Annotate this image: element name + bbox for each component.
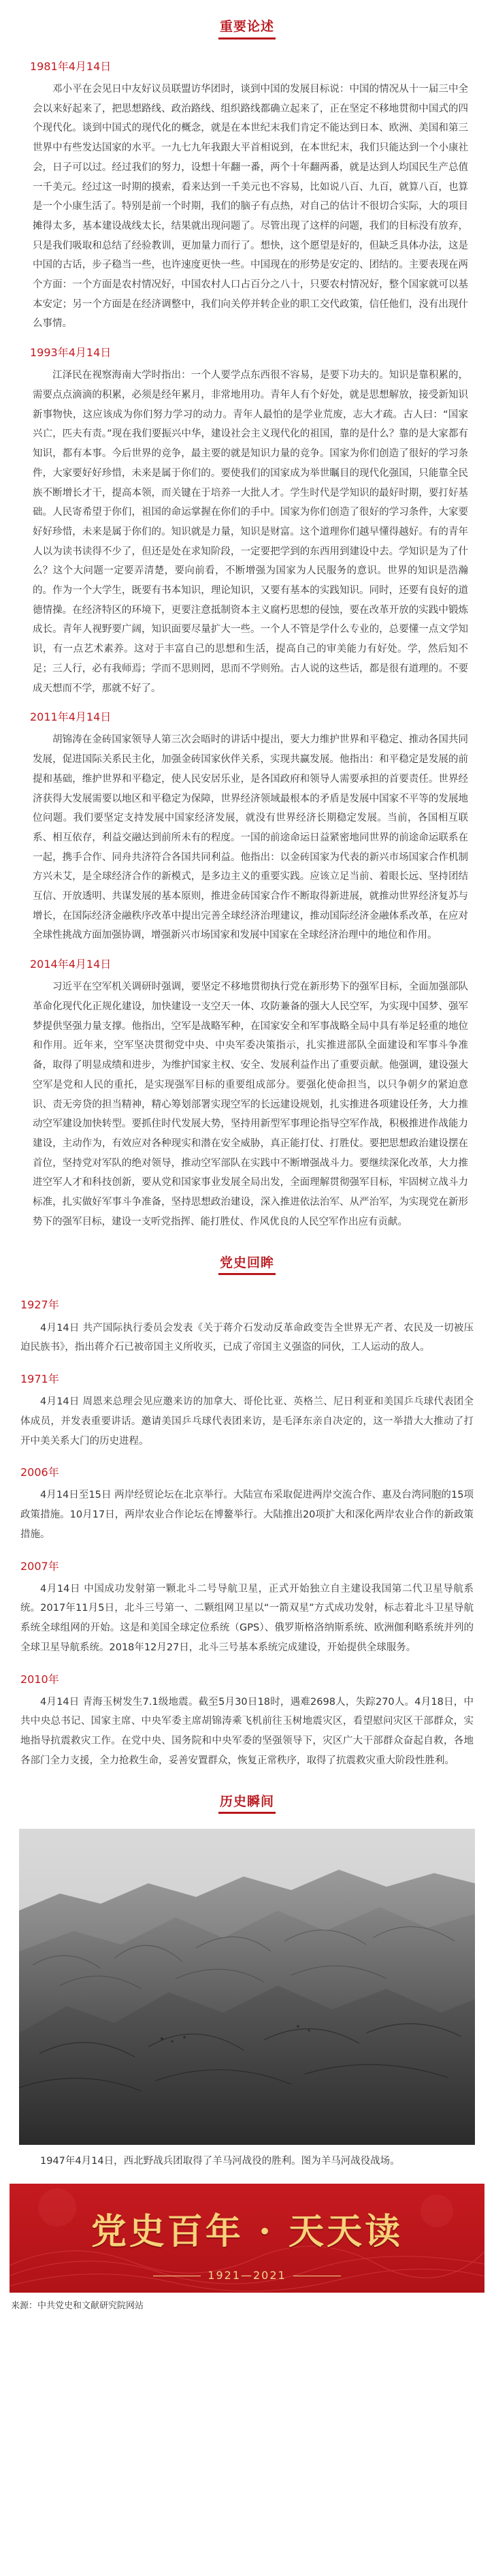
discourse-entry — [0, 60, 494, 334]
historical-photo — [19, 1829, 475, 2145]
discourse-entry — [0, 710, 494, 945]
banner-title: 党史百年 · 天天读 — [90, 2211, 404, 2252]
banner-years: 1921—2021 — [10, 2269, 484, 2282]
entry-paragraph: 邓小平在会见日中友好议员联盟访华团时，谈到中国的发展目标说：中国的情况从十一届三中全会以来好起来了，把思想路线、政治路线、组织路线都确立起来了，正在坚定不移地贯彻中国式的四个现代化。谈到中国式的现代化的概念，就是在本世纪末我们肯定不能达到日本、欧洲、美国和第三世界中有些发达国家的水平。一九七九年我跟大平首相说到，在本世纪末，我们只能达到一个小康社会，日子可以过。经过我们的努力，设想十年翻一番，两个十年翻两番，就是达到人均国民生产总值一千美元。经过这一时期的摸索，看来达到一千美元也不容易，比如说八百、九百，就算八百，也算是一个小康生活了。特别是前一个时期，我们的脑子有点热，对自己的估计不很切合实际，大的项目摊得太多，基本建设战线太长，结果就出现问题了。尽管出现了这样的问题，我们的目标没有放弃，只是我们吸取和总结了经验教训，更加量力而行了。想快，这个愿望是好的，但缺乏具体办法，这是中国的古话，步子稳当一些，也许速度更快一些。中国现在的形势是安定的、团结的。主要表现在两个方面：一个方面是农村情况好，中国农村人口占百分之八十，只要农村情况好，整个国家就可以基本安定；另一个方面是在经济调整中，我们向关停并转企业的职工交代政策，信任他们，没有出现什么事情。 — [33, 83, 468, 330]
history-year: 2007年 — [20, 1559, 59, 1573]
entry-date: 1981年4月14日 — [30, 59, 112, 73]
discourse-entry — [0, 958, 494, 1231]
history-text: 4月14日 周恩来总理会见应邀来访的加拿大、哥伦比亚、英格兰、尼日利亚和美国乒乓球代表团全体成员，并发表重要讲话。邀请美国乒乓球代表团来访，是毛泽东亲自决定的，这一举措大大推动了打开中美关系大门的历史进程。 — [20, 1396, 474, 1447]
battlefield-photo-illustration — [19, 1829, 475, 2145]
section-header-discourse — [0, 0, 494, 48]
section-header-history — [0, 1232, 494, 1284]
history-item — [0, 1560, 494, 1658]
history-year: 1927年 — [20, 1298, 59, 1312]
history-item — [0, 1372, 494, 1451]
discourse-entry — [0, 346, 494, 698]
section-title-discourse: 重要论述 — [218, 19, 276, 40]
entry-paragraph: 胡锦涛在金砖国家领导人第三次会晤时的讲话中提出，要大力维护世界和平稳定、推动各国共同发展，促进国际关系民主化，加强金砖国家伙伴关系，实现共赢发展。他指出：和平稳定是发展的前提和基础，维护世界和平稳定，使人民安居乐业，是各国政府和领导人需要承担的首要责任。世界经济获得大发展需要以地区和平稳定为保障，世界经济领域最根本的矛盾是发展中国家不平等的发展地位问题。我们要坚定支持发展中国家经济发展，就没有世界经济长期稳定发展。当前，各国相互联系、相互依存，利益交融达到前所未有的程度。一国的前途命运日益紧密地同世界的前途命运联系在一起，携手合作、同舟共济符合各国共同利益。他指出：以金砖国家为代表的新兴市场国家合作机制方兴未艾，是全球经济合作的新模式，是多边主义的重要实践。应该立足当前、着眼长远、坚持团结互信、开放透明、共谋发展的基本原则，推进金砖国家合作不断取得新进展，就推动世界经济复苏与增长，在国际经济金融秩序改革中提出完善全球经济治理建议，推动国际经济金融体系改革，在应对全球性挑战方面加强协调，增强新兴市场国家和发展中国家在全球经济治理中的地位和作用。 — [33, 734, 468, 941]
history-text: 4月14日 中国成功发射第一颗北斗二号导航卫星，正式开始独立自主建设我国第二代卫星导航系统。2017年11月5日，北斗三号第一、二颗组网卫星以“一箭双星”方式成功发射，标志着北斗卫星导航系统全球组网的开始。这是和美国全球定位系统（GPS）、俄罗斯格洛纳斯系统、欧洲伽利略系统并列的全球卫星导航系统。2018年12月27日，北斗三号基本系统完成建设，开始提供全球服务。 — [20, 1583, 474, 1653]
entry-date: 1993年4月14日 — [30, 346, 112, 360]
history-item — [0, 1466, 494, 1544]
entry-paragraph: 习近平在空军机关调研时强调，要坚定不移地贯彻执行党在新形势下的强军目标，全面加强部队革命化现代化正规化建设，加快建设一支空天一体、攻防兼备的强大人民空军，为实现中国梦、强军梦提供坚强力量支撑。他指出，空军是战略军种，在国家安全和军事战略全局中具有举足轻重的地位和作用。近年来，空军坚决贯彻党中央、中央军委决策指示，扎实推进部队全面建设和军事斗争准备，取得了明显成绩和进步，为维护国家主权、安全、发展利益作出了重要贡献。他强调，建设强大空军是党和人民的重托，是实现强军目标的重要组成部分。要强化使命担当，以只争朝夕的紧迫意识、责无旁贷的担当精神，精心筹划部署实现空军的长远建设规划，扎实推进各项建设任务，大力推动空军建设加快转型。要抓住时代发展大势，坚持用新型军事理论指导空军作战，积极推进作战能力建设，主动作为，有效应对各种现实和潜在安全威胁，真正能打仗、打胜仗。要把思想政治建设摆在首位，坚持党对军队的绝对领导，推动空军部队在实践中不断增强战斗力。要继续深化改革，大力推进空军人才和科技创新，要从党和国家事业发展全局出发，全面理解贯彻强军目标，牢固树立战斗力标准，扎实做好军事斗争准备，坚持思想政治建设，深入推进依法治军、从严治军，为实现党在新形势下的强军目标，建设一支听党指挥、能打胜仗、作风优良的人民空军作出应有贡献。 — [33, 981, 468, 1227]
history-text: 4月14日至15日 两岸经贸论坛在北京举行。大陆宣布采取促进两岸交流合作、惠及台湾同胞的15项政策措施。10月17日，两岸农业合作论坛在博鳌举行。大陆推出20项扩大和深化两岸农业合作的新政策措施。 — [20, 1490, 474, 1540]
source-note: 来源：中共党史和文献研究院网站 — [11, 2301, 144, 2311]
history-year: 2006年 — [20, 1466, 59, 1479]
entry-date: 2011年4月14日 — [30, 710, 112, 724]
history-year: 1971年 — [20, 1372, 59, 1385]
history-text: 4月14日 共产国际执行委员会发表《关于蒋介石发动反革命政变告全世界无产者、农民及一切被压迫民族书》，指出蒋介石已被帝国主义所收买，已成了帝国主义强盗的同伙，工人运动的敌人。 — [20, 1322, 474, 1353]
history-year: 2010年 — [20, 1672, 59, 1686]
photo-caption: 1947年4月14日，西北野战兵团取得了羊马河战役的胜利。图为羊马河战役战场。 — [40, 2156, 400, 2167]
banner — [10, 2184, 484, 2293]
section-header-moment — [0, 1771, 494, 1823]
history-item — [0, 1673, 494, 1771]
entry-paragraph: 江泽民在视察海南大学时指出：一个人要学点东西很不容易，是要下功夫的。知识是靠积累的，需要点点滴滴的积累，必须是经年累月，非常地用功。青年人有个好处，就是思想解放，接受新知识新事物快，这应该成为你们努力学习的动力。青年人最怕的是学业荒废，志大才疏。古人曰：“国家兴亡，匹夫有责。”现在我们要振兴中华，建设社会主义现代化的祖国，靠的是什么？靠的是大家都有知识，都有本事。今后世界的竞争，最主要的就是知识力量的竞争。国家为你们创造了很好的学习条件，大家要好好珍惜，未来是属于你们的。要使我们的国家成为举世瞩目的现代化强国，只能靠全民族不断增长才干，提高本领，而关键在于培养一大批人才。学生时代是学知识的最好时期，要打好基础。人民寄希望于你们，祖国的命运掌握在你们的手中。国家为你们创造了很好的学习条件，大家要好好珍惜，未来是属于你们的。知识就是力量，知识是财富。这个道理你们越早懂得越好。有的青年人以为读书读得不少了，但还是处在求知阶段，一定要把学到的东西用到建设中去。学知识是为了什么？这个大问题一定要弄清楚，要向前看，不断增强为国家为人民服务的意识。世界的知识是浩瀚的。作为一个大学生，既要有书本知识，理论知识，又要有基本的实践知识。同时，还要有良好的道德情操。在经济特区的环境下，更要注意抵制资本主义腐朽思想的侵蚀，要在改革开放的实践中锻炼成长。青年人视野要广阔，知识面要尽量扩大一些。一个人不管是学什么专业的，总要懂一点文学知识，有一点艺术素养。这对于丰富自己的思想和生活，提高自己的审美能力有好处。学，然后知不足；三人行，必有我师焉；学而不思则罔，思而不学则殆。古人说的这些话，都是很有道理的。不要成天想而不学，那就不好了。 — [33, 370, 468, 694]
entry-date: 2014年4月14日 — [30, 958, 112, 971]
section-title-history: 党史回眸 — [218, 1255, 276, 1276]
history-text: 4月14日 青海玉树发生7.1级地震。截至5月30日18时，遇难2698人，失踪270人。4月18日，中共中央总书记、国家主席、中央军委主席胡锦涛乘飞机前往玉树地震灾区，看望慰问灾区干部群众，实地指导抗震救灾工作。在党中央、国务院和中央军委的坚强领导下，灾区广大干部群众奋起自救，各地各部门全力支援，全力抢救生命，妥善安置群众，恢复正常秩序，取得了抗震救灾重大阶段性胜利。 — [20, 1696, 474, 1766]
section-title-moment: 历史瞬间 — [218, 1794, 276, 1815]
history-item — [0, 1298, 494, 1357]
